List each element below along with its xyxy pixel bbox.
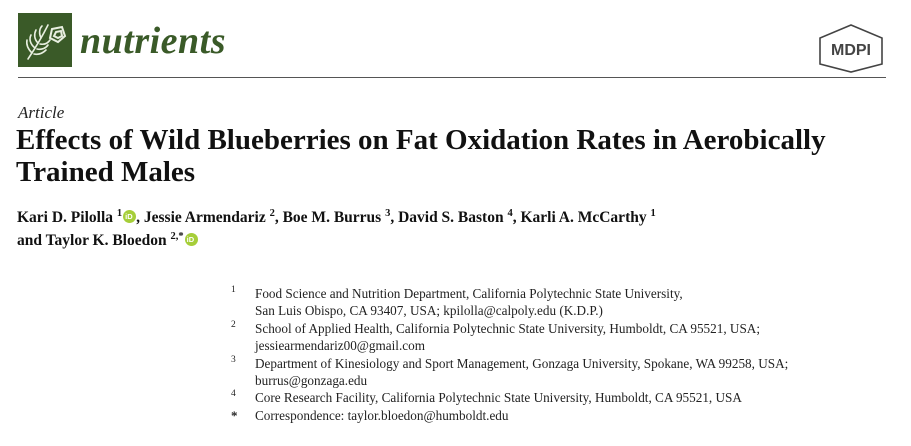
author-affiliation-marker: 1	[650, 207, 656, 219]
affiliation-text: burrus@gonzaga.edu	[255, 373, 368, 389]
affiliation-text: Department of Kinesiology and Sport Management, Gonzaga University, Spokane, WA 99258, USA;	[255, 355, 789, 371]
author-affiliation-marker: 1	[116, 207, 123, 219]
affiliation-number: 3	[231, 354, 236, 365]
journal-name[interactable]: nutrients	[80, 20, 227, 62]
author-name[interactable]: David S. Baston	[398, 209, 504, 226]
author-name[interactable]: Kari D. Pilolla	[17, 209, 114, 226]
correspondence-marker: *	[231, 407, 238, 423]
author-name[interactable]: Boe M. Burrus	[282, 209, 382, 226]
affiliations-list	[231, 285, 891, 424]
affiliation-text: School of Applied Health, California Polytechnic State University, Humboldt, CA 95521, USA;	[255, 320, 760, 336]
article-title: Effects of Wild Blueberries on Fat Oxidation Rates in Aerobically Trained Males	[16, 124, 826, 188]
affiliation-number: 2	[231, 319, 236, 330]
affiliation-number: 1	[231, 285, 236, 295]
affiliation-item	[231, 355, 891, 390]
author-affiliation-marker: 3	[385, 207, 391, 219]
orcid-icon[interactable]	[123, 210, 136, 223]
author-name[interactable]: Jessie Armendariz	[143, 209, 266, 226]
article-type: Article	[18, 103, 65, 122]
header-divider	[18, 77, 886, 78]
affiliation-item	[231, 389, 891, 406]
journal-logo-icon	[18, 13, 72, 67]
affiliation-text: Core Research Facility, California Polytechnic State University, Humboldt, CA 95521, USA	[255, 390, 742, 406]
author-name[interactable]: Karli A. McCarthy	[520, 209, 647, 226]
correspondence	[231, 407, 891, 424]
affiliation-item	[231, 320, 891, 355]
author-affiliation-marker: 2,*	[170, 230, 184, 242]
affiliation-item	[231, 285, 891, 320]
mdpi-logo[interactable]	[816, 23, 886, 73]
publisher-name: MDPI	[831, 42, 871, 59]
orcid-icon[interactable]	[185, 233, 198, 246]
affiliation-text: jessiearmendariz00@gmail.com	[255, 338, 425, 354]
author-name[interactable]: Taylor K. Bloedon	[45, 232, 167, 249]
affiliation-text: Food Science and Nutrition Department, California Polytechnic State University,	[255, 286, 683, 301]
correspondence-email[interactable]: Correspondence: taylor.bloedon@humboldt.edu	[255, 407, 509, 423]
author-list: Kari D. Pilolla $^1$iD , Jessie Armendariz $^2$, Boe M. Burrus $^3$, David S. Baston $^4$, Karli A. McCarthy $^1$ and Taylor K. Bloedon $^{2,*}$iD	[17, 206, 897, 252]
author-affiliation-marker: 2	[269, 207, 275, 219]
affiliation-text: San Luis Obispo, CA 93407, USA; kpilolla@calpoly.edu (K.D.P.)	[255, 303, 603, 319]
journal-header	[18, 13, 886, 79]
affiliation-number: 4	[231, 389, 236, 400]
author-affiliation-marker: 4	[507, 207, 513, 219]
